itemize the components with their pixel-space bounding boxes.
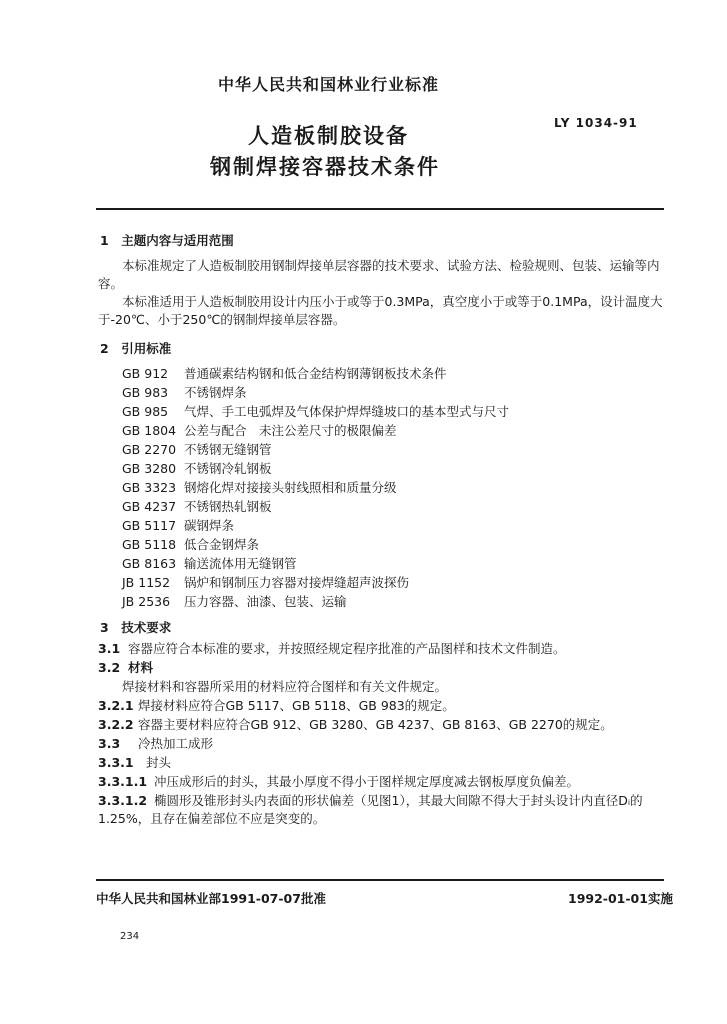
section1-para1: 本标准规定了人造板制胶用钢制焊接单层容器的技术要求、试验方法、检验规则、包装、运输等内容。 bbox=[98, 258, 660, 291]
reference-item: GB 912 普通碳素结构钢和低合金结构钢薄钢板技术条件 bbox=[122, 366, 447, 381]
reference-item: GB 4237 不锈钢热轧钢板 bbox=[122, 499, 272, 514]
clause-3-3-1-2: 3.3.1.2 椭圆形及锥形封头内表面的形状偏差（见图1），其最大间隙不得大于封头设计内直径Dᵢ的1.25%，且存在偏差部位不应是突变的。 bbox=[98, 793, 643, 826]
section1-heading: 1 主题内容与适用范围 bbox=[100, 233, 234, 248]
reference-item: GB 3323 钢熔化焊对接接头射线照相和质量分级 bbox=[122, 480, 397, 495]
reference-item: GB 983 不锈钢焊条 bbox=[122, 385, 247, 400]
clause-3-3: 3.3 冷热加工成形 bbox=[98, 736, 214, 751]
clause-3-2: 3.2 材料 bbox=[98, 660, 154, 675]
document-title-line1: 人造板制胶设备 bbox=[248, 124, 409, 148]
reference-item: GB 985 气焊、手工电弧焊及气体保护焊焊缝坡口的基本型式与尺寸 bbox=[122, 404, 510, 419]
document-title-line2: 钢制焊接容器技术条件 bbox=[210, 155, 440, 179]
reference-item: GB 3280 不锈钢冷轧钢板 bbox=[122, 461, 272, 476]
clause-3-3-1-1: 3.3.1.1 冲压成形后的封头，其最小厚度不得小于图样规定厚度减去钢板厚度负偏差。 bbox=[98, 774, 580, 789]
reference-item: GB 2270 不锈钢无缝钢管 bbox=[122, 442, 272, 457]
footer-divider bbox=[96, 879, 664, 881]
implementation-date: 1992-01-01实施 bbox=[568, 891, 673, 906]
page-number: 234 bbox=[120, 931, 140, 942]
reference-item: GB 1804 公差与配合 未注公差尺寸的极限偏差 bbox=[122, 423, 397, 438]
standard-number: LY 1034-91 bbox=[554, 116, 638, 130]
reference-item: JB 2536 压力容器、油漆、包装、运输 bbox=[122, 594, 347, 609]
reference-item: GB 8163 输送流体用无缝钢管 bbox=[122, 556, 297, 571]
section1-para2: 本标准适用于人造板制胶用设计内压小于或等于0.3MPa，真空度小于或等于0.1MPa，设计温度大于-20℃、小于250℃的钢制焊接单层容器。 bbox=[98, 294, 663, 327]
clause-3-1: 3.1 容器应符合本标准的要求，并按照经规定程序批准的产品图样和技术文件制造。 bbox=[98, 641, 566, 656]
section3-heading: 3 技术要求 bbox=[100, 620, 172, 635]
clause-3-3-1: 3.3.1 封头 bbox=[98, 755, 172, 770]
clause-3-2-1: 3.2.1 焊接材料应符合GB 5117、GB 5118、GB 983的规定。 bbox=[98, 698, 455, 713]
reference-item: GB 5118 低合金钢焊条 bbox=[122, 537, 260, 552]
clause-3-2-body: 焊接材料和容器所采用的材料应符合图样和有关文件规定。 bbox=[122, 679, 448, 694]
reference-item: GB 5117 碳钢焊条 bbox=[122, 518, 235, 533]
standard-category: 中华人民共和国林业行业标准 bbox=[218, 75, 440, 94]
approval-line: 中华人民共和国林业部1991-07-07批准 bbox=[96, 891, 326, 906]
header-divider bbox=[96, 208, 664, 210]
reference-item: JB 1152 锅炉和钢制压力容器对接焊缝超声波探伤 bbox=[122, 575, 410, 590]
section2-heading: 2 引用标准 bbox=[100, 341, 172, 356]
clause-3-2-2: 3.2.2 容器主要材料应符合GB 912、GB 3280、GB 4237、GB 8163、GB 2270的规定。 bbox=[98, 717, 613, 732]
